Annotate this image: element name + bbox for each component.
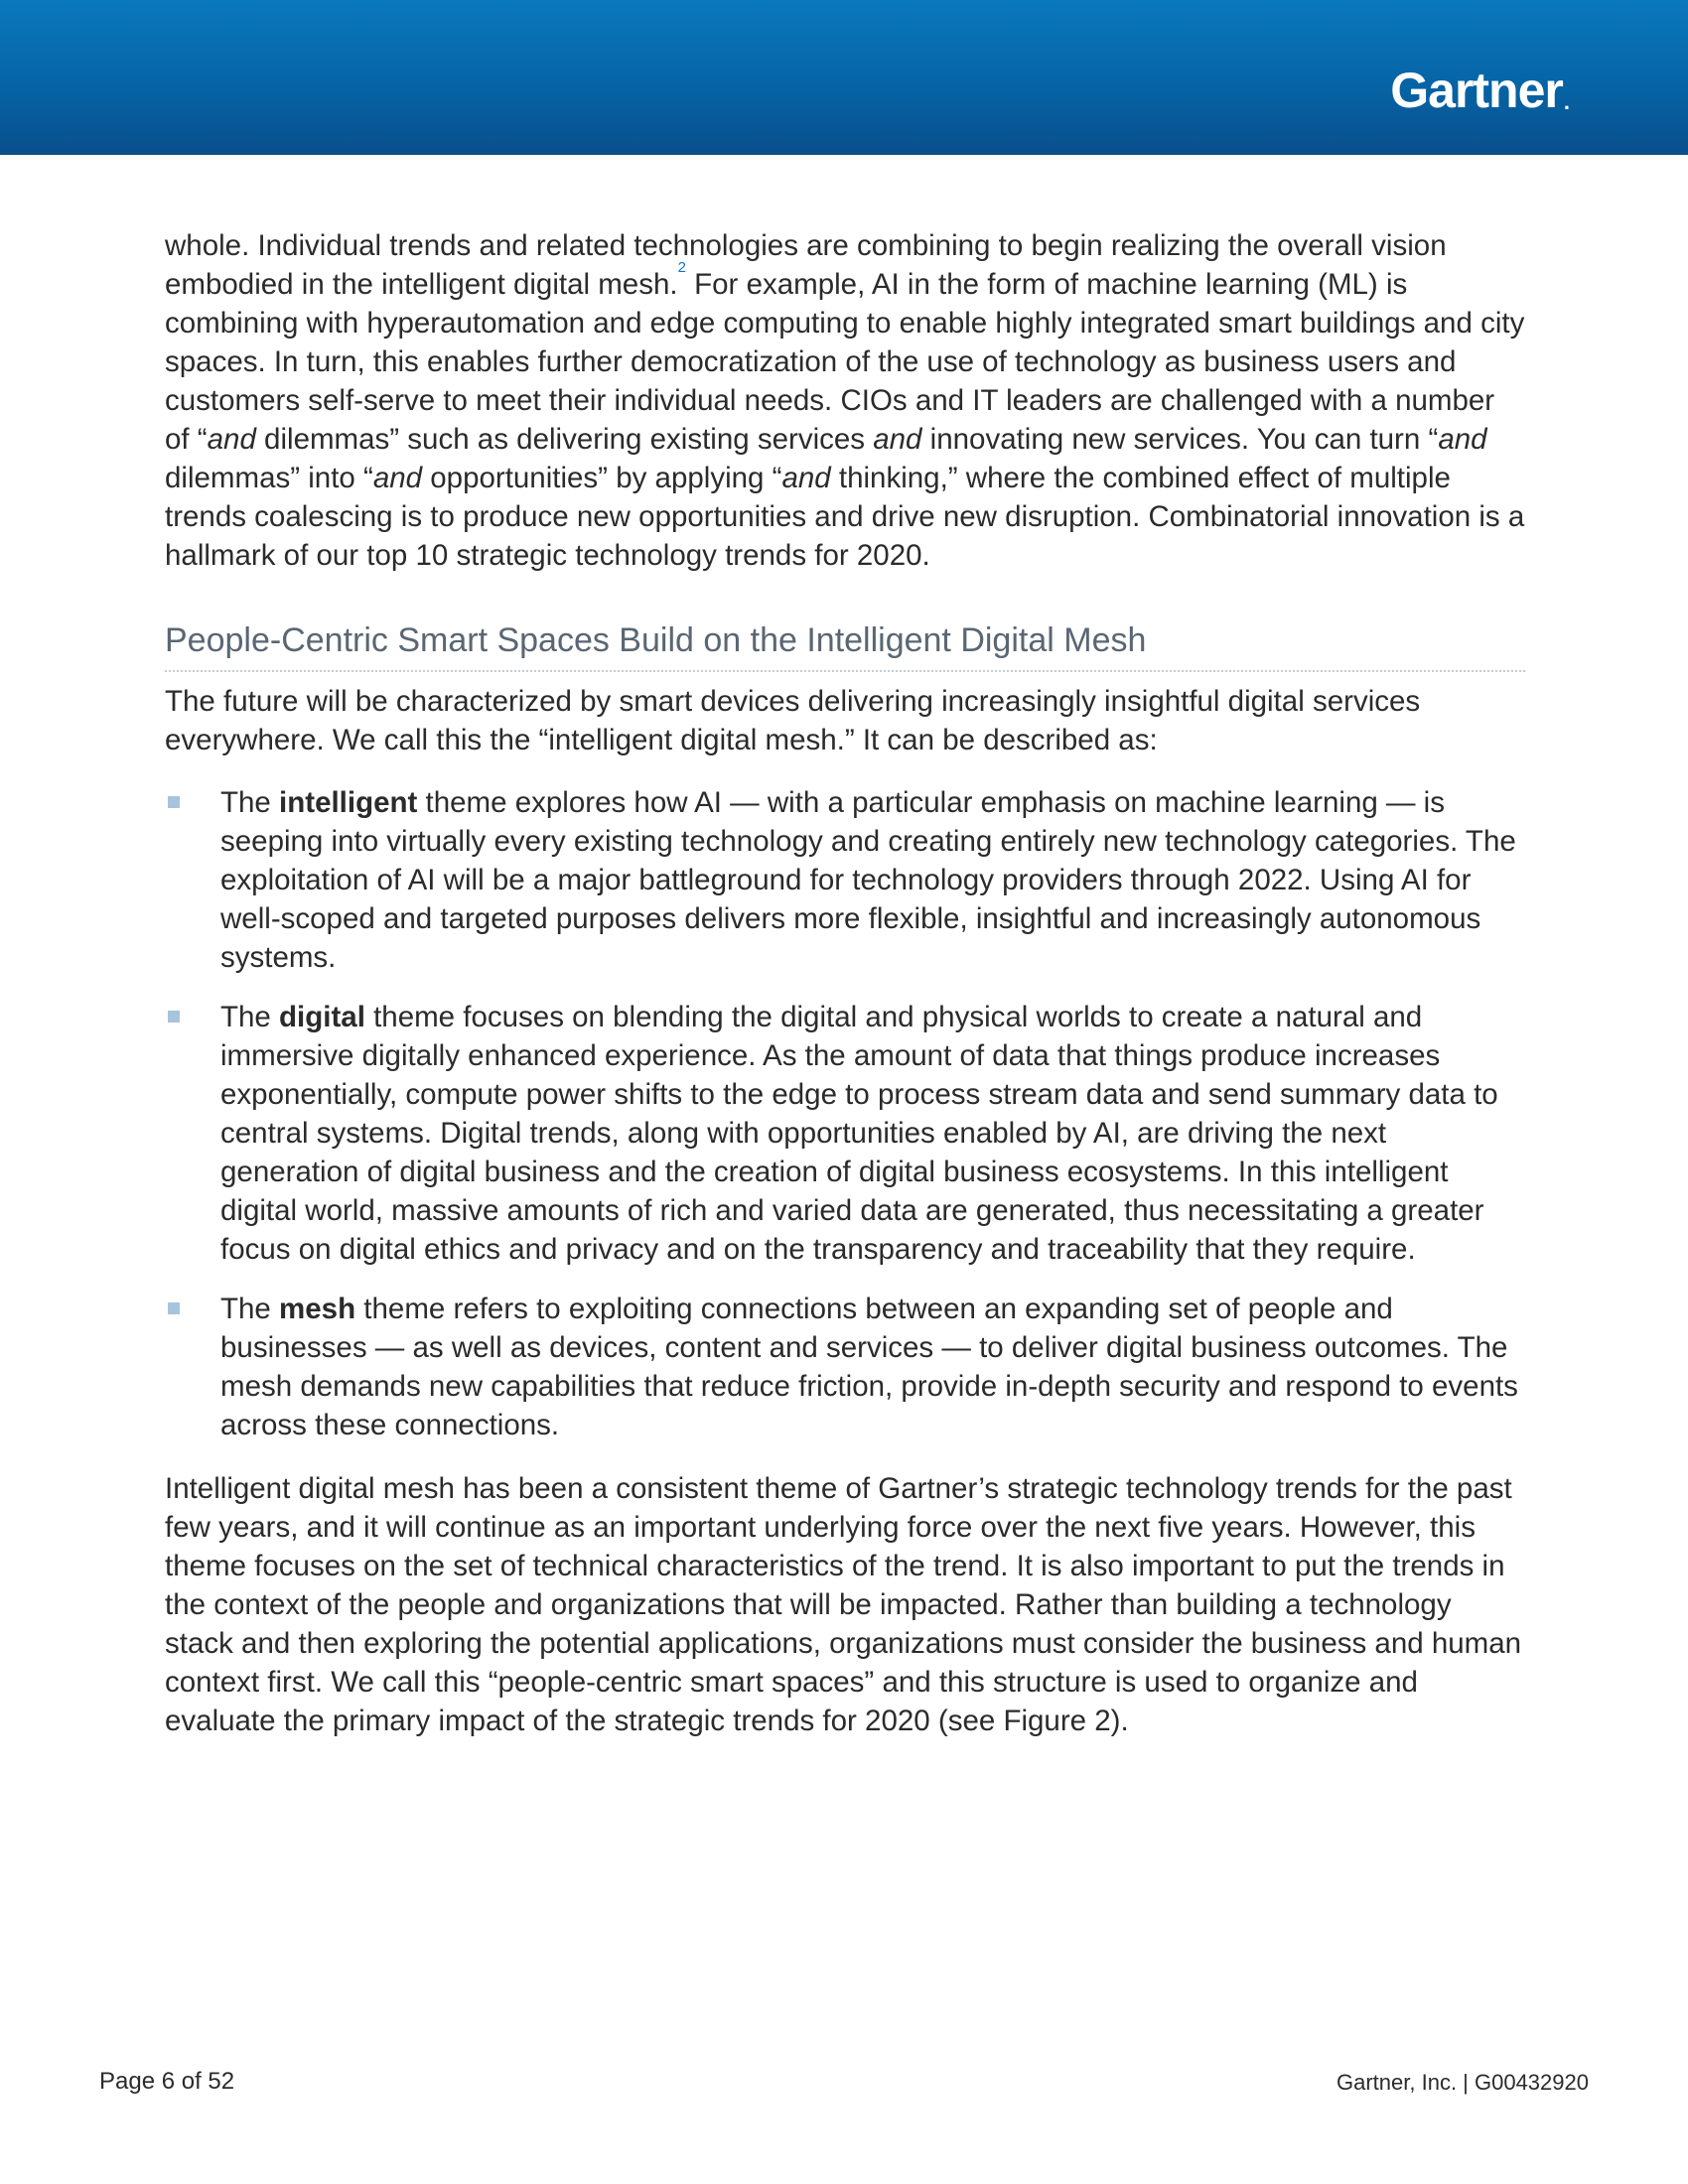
footnote-ref[interactable]: 2 xyxy=(677,259,686,276)
document-id: Gartner, Inc. | G00432920 xyxy=(1336,2070,1589,2095)
list-item-intelligent xyxy=(165,783,1525,977)
bullet-prefix: The xyxy=(220,1001,280,1033)
intro-text-5: dilemmas” into “ xyxy=(165,462,373,494)
bullet-keyword: intelligent xyxy=(279,786,418,819)
intro-and-3: and xyxy=(1438,423,1487,456)
bullet-keyword: digital xyxy=(279,1001,365,1033)
bullet-prefix: The xyxy=(220,1293,280,1325)
bullet-square-icon xyxy=(168,1011,180,1023)
intro-text-3: dilemmas” such as delivering existing services xyxy=(255,423,874,456)
intro-and-4: and xyxy=(372,462,423,494)
intro-text-7: thinking,” where the combined effect of multiple trends coalescing is to produce new opportunities and drive new disruption. Combinatorial innovation is a hallmark of our top 10 strategic technology trends for 2020. xyxy=(165,462,1525,572)
intro-paragraph xyxy=(165,226,1525,575)
bullet-square-icon xyxy=(168,796,180,808)
intro-text-4: innovating new services. You can turn “ xyxy=(921,423,1439,456)
section-lead: The future will be characterized by smart devices delivering increasingly insightful digital services everywhere. We call this the “intelligent digital mesh.” It can be described as: xyxy=(165,685,1421,756)
section-heading: People-Centric Smart Spaces Build on the Intelligent Digital Mesh xyxy=(165,619,1525,672)
bullet-square-icon xyxy=(168,1302,180,1314)
bullet-prefix: The xyxy=(220,786,280,819)
intro-text-1: whole. Individual trends and related technologies are combining to begin realizing the overall vision embodied in the intelligent digital mesh. xyxy=(165,229,1447,301)
bullet-text: theme explores how AI — with a particular emphasis on machine learning — is seeping into virtually every existing technology and creating entirely new technology categories. The exploitation of AI will be a major battleground for technology providers through 2022. Using AI for well-scoped and targeted purposes delivers more flexible, insightful and increasingly autonomous systems. xyxy=(220,786,1516,974)
intro-and-2: and xyxy=(873,423,922,456)
bullet-keyword: mesh xyxy=(279,1293,356,1325)
list-item-mesh xyxy=(165,1290,1525,1444)
logo-text: Gartner xyxy=(1390,63,1563,118)
intro-text-6: opportunities” by applying “ xyxy=(422,462,782,494)
page-number: Page 6 of 52 xyxy=(99,2068,235,2095)
intro-text-2: For example, AI in the form of machine learning (ML) is combining with hyperautomation and edge computing to enable highly integrated smart buildings and city spaces. In turn, this enables further democratization of the use of technology as business users and customers self-serve to meet their individual needs. CIOs and IT leaders are challenged with a number of “ xyxy=(165,268,1525,456)
closing-paragraph: Intelligent digital mesh has been a consistent theme of Gartner’s strategic technology trends for the past few years, and it will continue as an important underlying force over the next five years. However, this theme focuses on the set of technical characteristics of the trend. It is also important to put the trends in the context of the people and organizations that will be impacted. Rather than building a technology stack and then exploring the potential applications, organizations must consider the business and human context first. We call this “people-centric smart spaces” and this structure is used to organize and evaluate the primary impact of the strategic trends for 2020 (see Figure 2). xyxy=(165,1472,1522,1737)
page-content xyxy=(165,226,1525,1740)
intro-and-1: and xyxy=(207,423,256,456)
theme-list xyxy=(165,783,1525,1444)
gartner-logo xyxy=(1390,62,1569,119)
bullet-text: theme focuses on blending the digital and physical worlds to create a natural and immersive digitally enhanced experience. As the amount of data that things produce increases exponentially, compute power shifts to the edge to process stream data and send summary data to central systems. Digital trends, along with opportunities enabled by AI, are driving the next generation of digital business and the creation of digital business ecosystems. In this intelligent digital world, massive amounts of rich and varied data are generated, thus necessitating a greater focus on digital ethics and privacy and on the transparency and traceability that they require. xyxy=(220,1001,1498,1266)
bullet-text: theme refers to exploiting connections between an expanding set of people and businesses — as well as devices, content and services — to deliver digital business outcomes. The mesh demands new capabilities that reduce friction, provide in-depth security and respond to events across these connections. xyxy=(220,1293,1518,1441)
logo-dot: . xyxy=(1563,89,1569,114)
intro-and-5: and xyxy=(781,462,831,494)
header-band xyxy=(0,0,1688,155)
list-item-digital xyxy=(165,998,1525,1269)
